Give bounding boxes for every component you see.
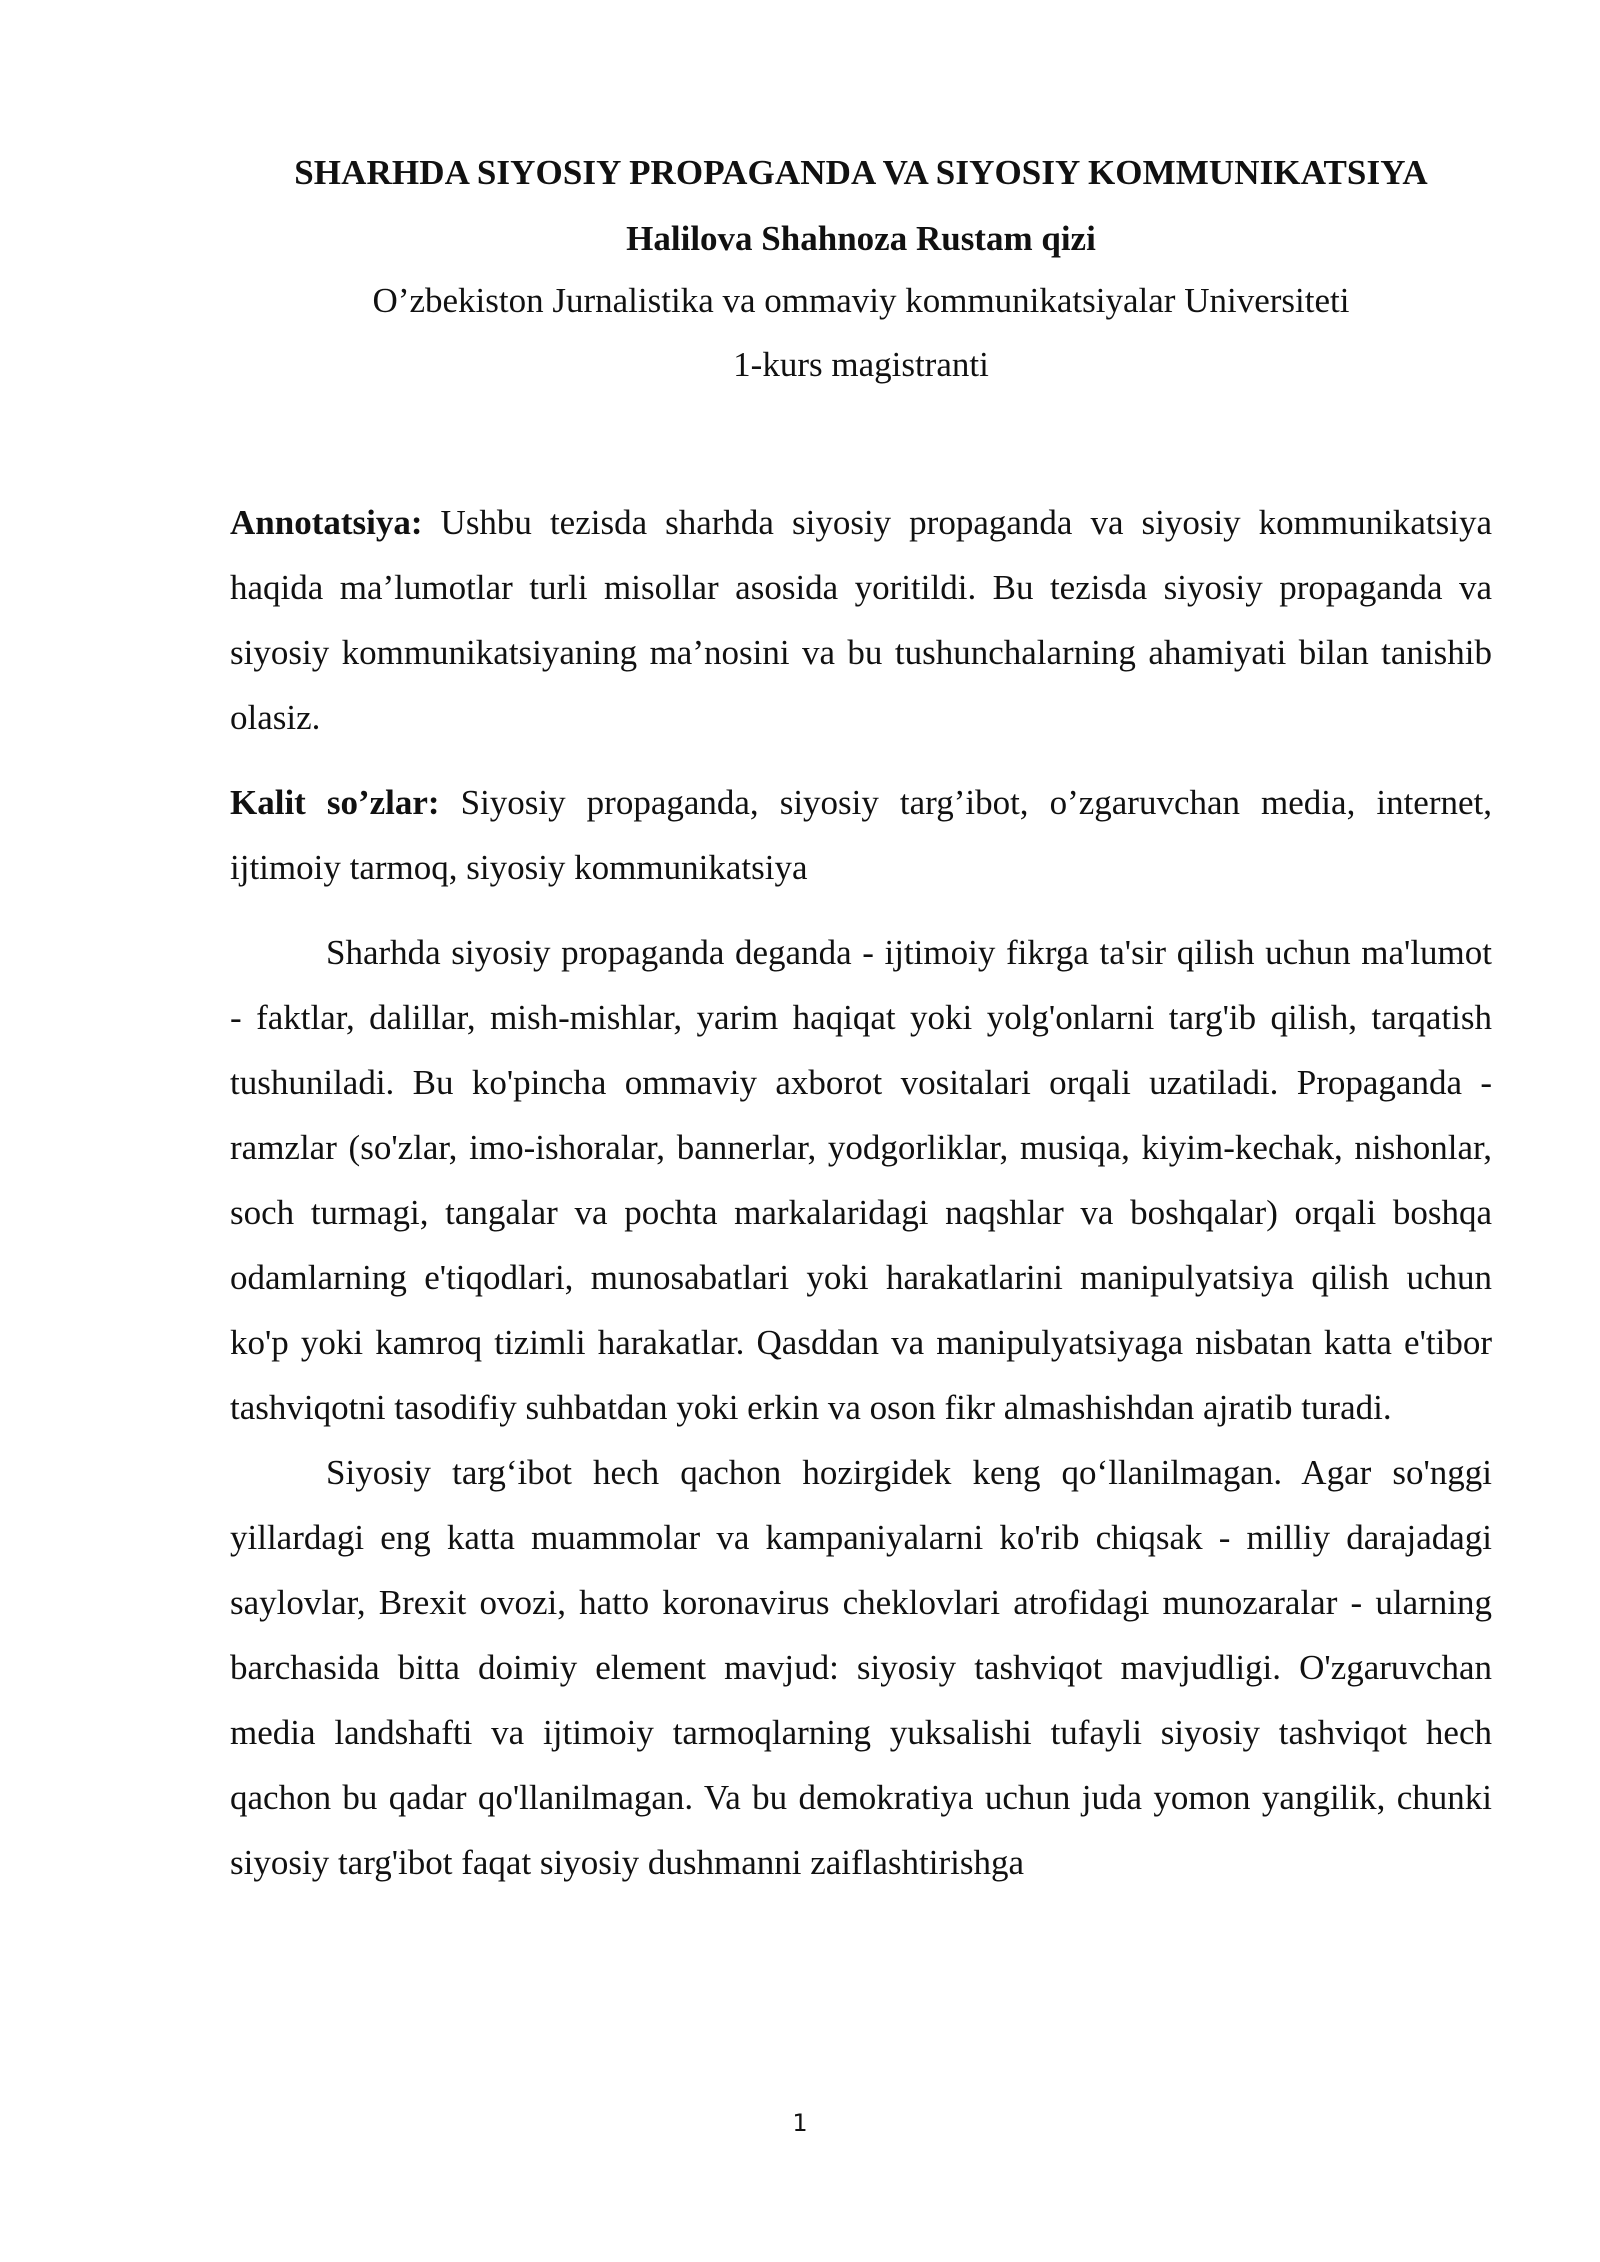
author-affiliation: O’zbekiston Jurnalistika va ommaviy kommunikatsiyalar Universiteti <box>372 281 1350 320</box>
page-number: 1 <box>792 2109 808 2137</box>
page-content <box>230 148 1492 1895</box>
author-name: Halilova Shahnoza Rustam qizi <box>626 219 1096 258</box>
abstract-label: Annotatsiya: <box>230 503 423 542</box>
document-title: SHARHDA SIYOSIY PROPAGANDA VA SIYOSIY KOMMUNIKATSIYA <box>294 153 1428 192</box>
body-paragraph-2: Siyosiy targ‘ibot hech qachon hozirgidek keng qo‘llanilmagan. Agar so'nggi yillardagi eng katta muammolar va kampaniyalarni ko'rib chiqsak - milliy darajadagi saylovlar, Brexit ovozi, hatto koronavirus cheklovlari atrofidagi munozaralar - ularning barchasida bitta doimiy element mavjud: siyosiy tashviqot mavjudligi. O'zgaruvchan media landshafti va ijtimoiy tarmoqlarning yuksalishi tufayli siyosiy tashviqot hech qachon bu qadar qo'llanilmagan. Va bu demokratiya uchun juda yomon yangilik, chunki siyosiy targ'ibot faqat siyosiy dushmanni zaiflashtirishga <box>230 1453 1492 1882</box>
keywords-label: Kalit so’zlar: <box>230 783 440 822</box>
abstract-text: Ushbu tezisda sharhda siyosiy propaganda va siyosiy kommunikatsiya haqida ma’lumotlar turli misollar asosida yoritildi. Bu tezisda siyosiy propaganda va siyosiy kommunikatsiyaning ma’nosini va bu tushunchalarning ahamiyati bilan tanishib olasiz. <box>230 503 1492 737</box>
keywords-text: Siyosiy propaganda, siyosiy targ’ibot, o’zgaruvchan media, internet, ijtimoiy tarmoq, siyosiy kommunikatsiya <box>230 783 1492 887</box>
keywords-paragraph <box>230 770 1492 900</box>
body-paragraph-1: Sharhda siyosiy propaganda deganda - ijtimoiy fikrga ta'sir qilish uchun ma'lumot - faktlar, dalillar, mish-mishlar, yarim haqiqat yoki yolg'onlarni targ'ib qilish, tarqatish tushuniladi. Bu ko'pincha ommaviy axborot vositalari orqali uzatiladi. Propaganda - ramzlar (so'zlar, imo-ishoralar, bannerlar, yodgorliklar, musiqa, kiyim-kechak, nishonlar, soch turmagi, tangalar va pochta markalaridagi naqshlar va boshqalar) orqali boshqa odamlarning e'tiqodlari, munosabatlari yoki harakatlarini manipulyatsiya qilish uchun ko'p yoki kamroq tizimli harakatlar. Qasddan va manipulyatsiyaga nisbatan katta e'tibor tashviqotni tasodifiy suhbatdan yoki erkin va oson fikr almashishdan ajratib turadi. <box>230 933 1492 1427</box>
author-course: 1-kurs magistranti <box>733 345 989 384</box>
abstract-paragraph <box>230 490 1492 750</box>
